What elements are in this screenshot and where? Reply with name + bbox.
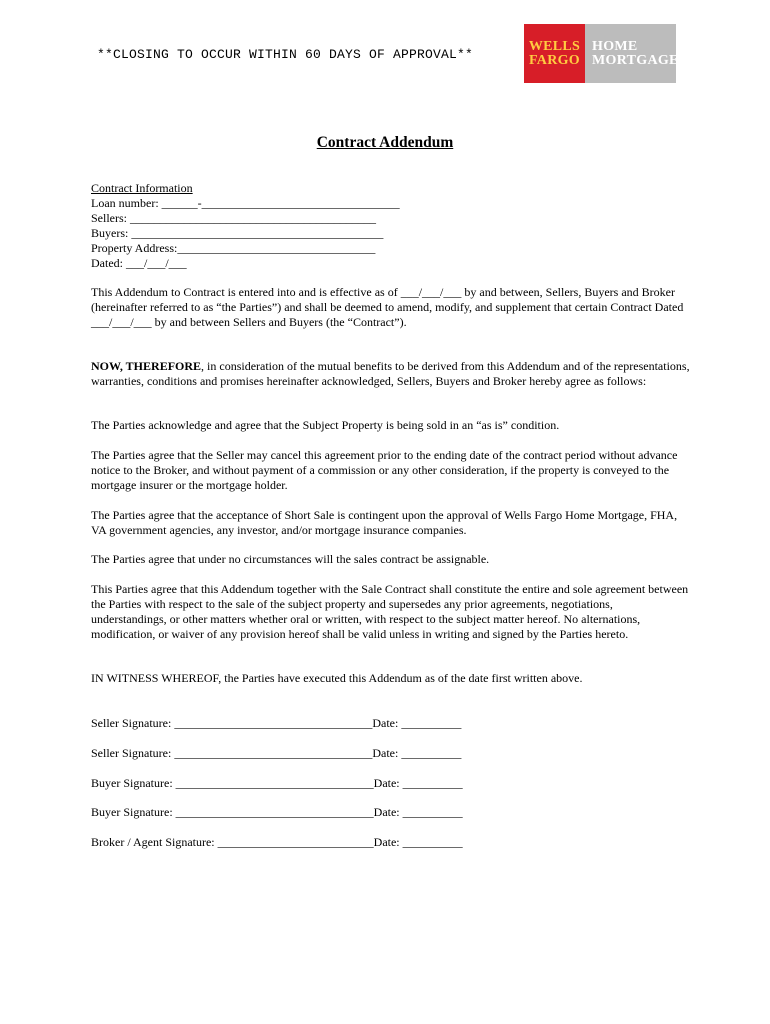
signature-blank[interactable]: _________________________________ bbox=[175, 776, 374, 790]
date-blank[interactable]: Date: __________ bbox=[373, 776, 463, 790]
entire-agreement-paragraph: This Parties agree that this Addendum together with the Sale Contract shall constitute the entire and sole agreement between the Parties with respect to the sale of the subject property and supersedes any prior agreements, negotiations, understandings, or other matters whether oral or written, with respect to the subject matter hereof. No alternations, modification, or waiver of any provision hereof shall be valid unless in writing and signed by the Parties hereto. bbox=[91, 582, 689, 641]
signature-blank[interactable]: _________________________________ bbox=[174, 716, 373, 730]
witness-paragraph: IN WITNESS WHEREOF, the Parties have executed this Addendum as of the date first written above. bbox=[91, 671, 583, 685]
signature-blank[interactable]: _________________________________ bbox=[175, 805, 374, 819]
now-therefore-bold: NOW, THEREFORE bbox=[91, 359, 202, 373]
logo-gray-block bbox=[585, 24, 679, 83]
dated-field: Dated: ___/___/___ bbox=[91, 256, 187, 270]
signature-label: Buyer Signature: bbox=[91, 805, 176, 819]
buyer-signature-line[interactable] bbox=[91, 776, 463, 791]
short-sale-paragraph: The Parties agree that the acceptance of Short Sale is contingent upon the approval of Wells Fargo Home Mortgage, FHA, VA government agencies, any investor, and/or mortgage insurance companies. bbox=[91, 508, 678, 537]
signature-blank[interactable]: _________________________________ bbox=[174, 746, 373, 760]
date-blank[interactable]: Date: __________ bbox=[373, 835, 463, 849]
date-blank[interactable]: Date: __________ bbox=[373, 805, 463, 819]
now-therefore-text: , in consideration of the mutual benefits to be derived from this Addendum and of the representations, warranties, conditions and promises hereinafter acknowledged, Sellers, Buyers and Broker hereby agree as follows: bbox=[91, 359, 690, 388]
signature-label: Seller Signature: bbox=[91, 716, 175, 730]
seller-signature-line[interactable] bbox=[91, 716, 461, 731]
sellers-field: Sellers: _________________________________________ bbox=[91, 211, 376, 225]
loan-number-field: Loan number: ______-_________________________________ bbox=[91, 196, 400, 210]
logo-mortgage: MORTGAGE bbox=[592, 52, 679, 68]
logo-wells: WELLS bbox=[528, 38, 581, 54]
contract-information-block bbox=[91, 181, 691, 271]
document-title: Contract Addendum bbox=[316, 134, 454, 151]
seller-signature-line[interactable] bbox=[91, 746, 461, 761]
signature-blank[interactable]: __________________________ bbox=[217, 835, 374, 849]
date-blank[interactable]: Date: __________ bbox=[372, 716, 462, 730]
signature-label: Buyer Signature: bbox=[91, 776, 176, 790]
now-therefore-paragraph bbox=[91, 359, 691, 389]
broker-agent-signature-line[interactable] bbox=[91, 835, 463, 850]
as-is-paragraph: The Parties acknowledge and agree that the Subject Property is being sold in an “as is” condition. bbox=[91, 418, 560, 432]
closing-banner: **CLOSING TO OCCUR WITHIN 60 DAYS OF APPROVAL** bbox=[97, 47, 474, 62]
contract-info-heading: Contract Information bbox=[91, 181, 193, 195]
logo-home: HOME bbox=[592, 38, 638, 54]
wells-fargo-logo bbox=[524, 24, 679, 83]
intro-paragraph: This Addendum to Contract is entered into and is effective as of ___/___/___ by and between, Sellers, Buyers and Broker (hereinafter referred to as “the Parties”) and shall be deemed to amend, modify, and supplement that certain Contract Dated ___/___/___ by and between Sellers and Buyers (the “Contract”). bbox=[91, 285, 684, 329]
cancel-paragraph: The Parties agree that the Seller may cancel this agreement prior to the ending date of the contract period without advance notice to the Broker, and without payment of a commission or any other consideration, if the property is conveyed to the mortgage insurer or the mortgage holder. bbox=[91, 448, 678, 492]
logo-red-block bbox=[524, 24, 585, 83]
date-blank[interactable]: Date: __________ bbox=[372, 746, 462, 760]
property-address-field: Property Address:_________________________________ bbox=[91, 241, 376, 255]
logo-fargo: FARGO bbox=[528, 52, 580, 68]
buyer-signature-line[interactable] bbox=[91, 805, 463, 820]
buyers-field: Buyers: __________________________________________ bbox=[91, 226, 384, 240]
signature-label: Seller Signature: bbox=[91, 746, 175, 760]
signature-label: Broker / Agent Signature: bbox=[91, 835, 218, 849]
assignable-paragraph: The Parties agree that under no circumstances will the sales contract be assignable. bbox=[91, 552, 490, 566]
